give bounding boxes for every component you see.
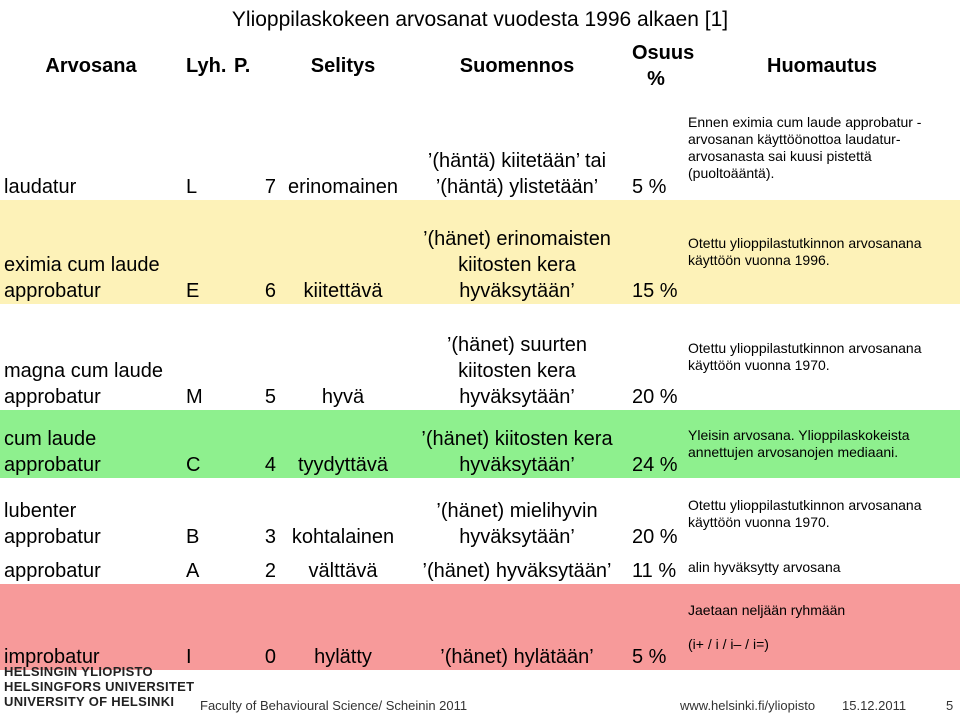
grade-abbr: I (186, 646, 192, 668)
header-row (0, 36, 960, 96)
grade-note: Yleisin arvosana. Ylioppilaskokeista annettujen arvosanojen mediaani. (688, 427, 910, 460)
grade-name: lubenter approbatur (4, 500, 101, 548)
grade-translation: ’(hänet) hylätään’ (440, 646, 594, 668)
grade-abbr: E (186, 280, 200, 302)
grade-note: alin hyväksytty arvosana (688, 558, 841, 575)
grade-note: Otettu ylioppilastutkinnon arvosanana käyttöön vuonna 1970. (688, 340, 922, 373)
grade-abbr: C (186, 454, 201, 476)
university-logo: HELSINGIN YLIOPISTO HELSINGFORS UNIVERSITET UNIVERSITY OF HELSINKI (4, 664, 195, 709)
grade-name: laudatur (4, 176, 77, 198)
grade-abbr: M (186, 386, 203, 408)
grade-share: 5 % (632, 646, 667, 668)
footer-url: www.helsinki.fi/yliopisto (680, 698, 816, 713)
footer-faculty: Faculty of Behavioural Science/ Scheinin 2011 (200, 698, 468, 713)
grade-translation: ’(hänet) hyväksytään’ (422, 560, 612, 582)
grade-translation: ’(hänet) erinomaisten kiitosten kera hyväksytään’ (423, 228, 611, 302)
slide-title: Ylioppilaskokeen arvosanat vuodesta 1996 alkaen [1] (231, 8, 729, 31)
table-row (0, 550, 960, 584)
footer-date: 15.12.2011 (842, 698, 907, 713)
table-row (0, 304, 960, 410)
grade-points: 6 (264, 280, 276, 302)
grade-description: hyvä (321, 386, 365, 408)
table-row (0, 96, 960, 200)
grade-points: 7 (264, 176, 276, 198)
grade-description: tyydyttävä (297, 454, 389, 476)
grade-abbr: B (186, 526, 200, 548)
page-number: 5 (946, 698, 954, 713)
grade-translation: ’(häntä) kiitetään’ tai ’(häntä) ylistetään’ (427, 150, 607, 198)
grade-share: 20 % (632, 386, 678, 408)
grade-points: 4 (264, 454, 276, 476)
grade-points: 5 (264, 386, 276, 408)
grade-points: 3 (264, 526, 276, 548)
grade-points: 0 (264, 646, 276, 668)
grade-name: eximia cum laude approbatur (4, 254, 160, 302)
header-share: Osuus % (632, 42, 695, 90)
grade-share: 5 % (632, 176, 667, 198)
grade-name: improbatur (4, 646, 100, 668)
grade-description: kiitettävä (303, 280, 383, 302)
footer (0, 658, 960, 711)
table-row (0, 200, 960, 304)
grade-name: magna cum laude approbatur (4, 360, 163, 408)
grade-description: välttävä (308, 560, 378, 582)
header-abbr: Lyh. (186, 55, 227, 77)
header-points: P. (234, 55, 251, 77)
grade-name: cum laude approbatur (4, 428, 101, 476)
header-note: Huomautus (767, 55, 877, 77)
grade-description: kohtalainen (291, 526, 395, 548)
grade-share: 11 % (632, 560, 677, 582)
grade-abbr: A (186, 560, 200, 582)
table-row (0, 478, 960, 550)
grades-table (0, 36, 960, 670)
header-translation: Suomennos (459, 55, 575, 77)
grade-note: Otettu ylioppilastutkinnon arvosanana käyttöön vuonna 1996. (688, 235, 922, 268)
grade-description: erinomainen (287, 176, 399, 198)
grade-note: Ennen eximia cum laude approbatur -arvosanan käyttöönottoa laudatur-arvosanasta sai kuusi pistettä (puoltoääntä). (688, 114, 922, 181)
grade-note: Otettu ylioppilastutkinnon arvosanana käyttöön vuonna 1970. (688, 497, 922, 530)
grade-translation: ’(hänet) kiitosten kera hyväksytään’ (421, 428, 613, 476)
grade-abbr: L (186, 176, 198, 198)
grade-share: 15 % (632, 280, 678, 302)
header-description: Selitys (310, 55, 376, 77)
grade-points: 2 (264, 560, 276, 582)
table-row (0, 410, 960, 478)
grade-description: hylätty (314, 646, 372, 668)
grade-translation: ’(hänet) suurten kiitosten kera hyväksytään’ (446, 334, 588, 408)
grade-note: Jaetaan neljään ryhmään (i+ / i / i– / i=) (688, 601, 846, 652)
grade-name: approbatur (4, 560, 101, 582)
grade-translation: ’(hänet) mielihyvin hyväksytään’ (436, 500, 598, 548)
grade-share: 20 % (632, 526, 678, 548)
header-grade: Arvosana (45, 55, 137, 77)
grade-share: 24 % (632, 454, 678, 476)
